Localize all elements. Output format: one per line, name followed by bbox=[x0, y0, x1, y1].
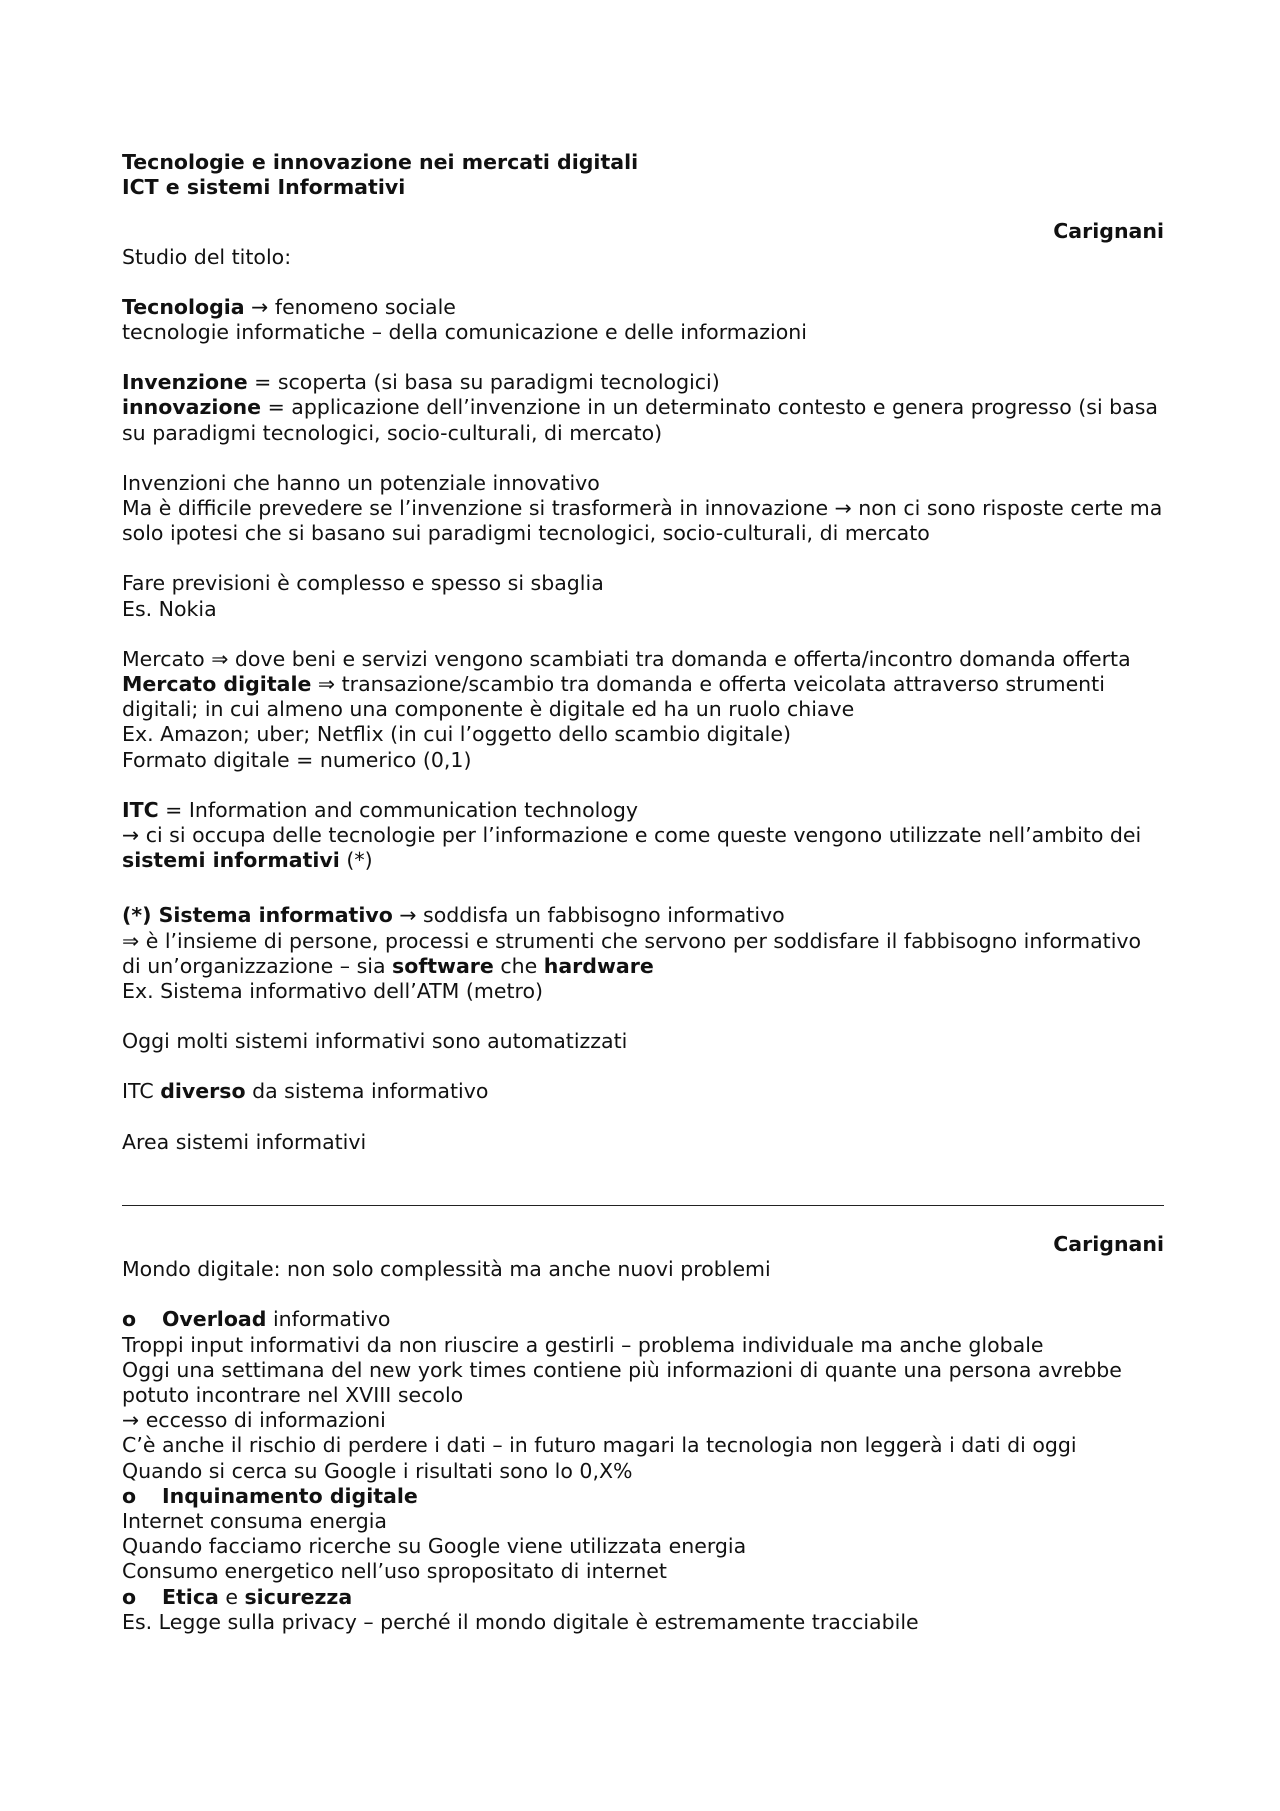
hardware-term: hardware bbox=[543, 953, 654, 978]
invenzioni-paragraph: Invenzioni che hanno un potenziale innovativo Ma è difficile prevedere se l’invenzione si trasformerà in innovazione → non ci sono risposte certe ma solo ipotesi che si basano sui paradigmi tecnologici, socio-culturali, di mercato bbox=[122, 470, 1163, 546]
title-line-1: Tecnologie e innovazione nei mercati digitali bbox=[122, 150, 639, 174]
invenzione-term: Invenzione bbox=[122, 370, 248, 395]
inquinamento-section: o Inquinamento digitale Internet consuma energia Quando facciamo ricerche su Google viene utilizzata energia Consumo energetico nell’uso spropositato di internet bbox=[122, 1483, 747, 1584]
bullet-marker: o bbox=[122, 1483, 137, 1508]
invenzione-paragraph: Invenzione = scoperta (si basa su paradigmi tecnologici) innovazione = applicazione dell’invenzione in un determinato contesto e genera progresso (si basa su paradigmi tecnologici, socio-culturali, di mercato) bbox=[122, 370, 1158, 445]
itc-diverso-line: ITC diverso da sistema informativo bbox=[122, 1079, 489, 1104]
author-name: Carignani bbox=[1053, 219, 1164, 244]
itc-paragraph: ITC = Information and communication technology → ci si occupa delle tecnologie per l’informazione e come queste vengono utilizzate nell’ambito dei sistemi informativi (*) bbox=[122, 797, 1142, 873]
software-term: software bbox=[392, 953, 494, 978]
mercato-digitale-term: Mercato digitale bbox=[122, 672, 312, 697]
tecnologia-term: Tecnologia bbox=[122, 294, 245, 319]
oggi-line: Oggi molti sistemi informativi sono automatizzati bbox=[122, 1029, 628, 1054]
previsioni-paragraph: Fare previsioni è complesso e spesso si sbaglia Es. Nokia bbox=[122, 571, 604, 621]
overload-term: Overload bbox=[162, 1307, 267, 1332]
title-line-2: ICT e sistemi Informativi bbox=[122, 175, 406, 200]
inquinamento-term: Inquinamento digitale bbox=[162, 1483, 418, 1508]
diverso-term: diverso bbox=[160, 1079, 246, 1104]
mondo-digitale-intro: Mondo digitale: non solo complessità ma anche nuovi problemi bbox=[122, 1257, 771, 1282]
mercato-paragraph: Mercato ⇒ dove beni e servizi vengono scambiati tra domanda e offerta/incontro domanda offerta Mercato digitale ⇒ transazione/scambio tra domanda e offerta veicolata attraverso strumenti digitali; in cui almeno una componente è digitale ed ha un ruolo chiave Ex. Amazon; uber; Netflix (in cui l’oggetto dello scambio digitale) Formato digitale = numerico (0,1) bbox=[122, 646, 1131, 772]
bullet-marker: o bbox=[122, 1584, 137, 1609]
sistema-informativo-term: (*) Sistema informativo bbox=[122, 903, 393, 928]
section-divider bbox=[122, 1205, 1164, 1206]
etica-term: Etica bbox=[162, 1584, 219, 1609]
innovazione-term: innovazione bbox=[122, 395, 262, 420]
overload-section: o Overload informativo Troppi input informativi da non riuscire a gestirli – problema individuale ma anche globale Oggi una settimana del new york times contiene più informazioni di quante una persona avrebbe potuto incontrare nel XVIII secolo → eccesso di informazioni C’è anche il rischio di perdere i dati – in futuro magari la tecnologia non leggerà i dati di oggi Quando si cerca su Google i risultati sono lo 0,X% bbox=[122, 1307, 1122, 1483]
intro-line: Studio del titolo: bbox=[122, 244, 292, 269]
etica-section: o Etica e sicurezza Es. Legge sulla privacy – perché il mondo digitale è estremamente tracciabile bbox=[122, 1584, 919, 1634]
sistemi-informativi-term: sistemi informativi bbox=[122, 848, 340, 873]
sistema-informativo-paragraph: (*) Sistema informativo → soddisfa un fabbisogno informativo ⇒ è l’insieme di persone, processi e strumenti che servono per soddisfare il fabbisogno informativo di un’organizzazione – sia software che hardware Ex. Sistema informativo dell’ATM (metro) bbox=[122, 903, 1142, 1004]
bullet-marker: o bbox=[122, 1307, 137, 1332]
itc-term: ITC bbox=[122, 797, 159, 822]
area-line: Area sistemi informativi bbox=[122, 1129, 367, 1154]
document-title bbox=[122, 150, 1164, 200]
author-name-2: Carignani bbox=[1053, 1231, 1164, 1256]
tecnologia-paragraph: Tecnologia → fenomeno sociale tecnologie informatiche – della comunicazione e delle informazioni bbox=[122, 294, 807, 345]
sicurezza-term: sicurezza bbox=[244, 1584, 353, 1609]
